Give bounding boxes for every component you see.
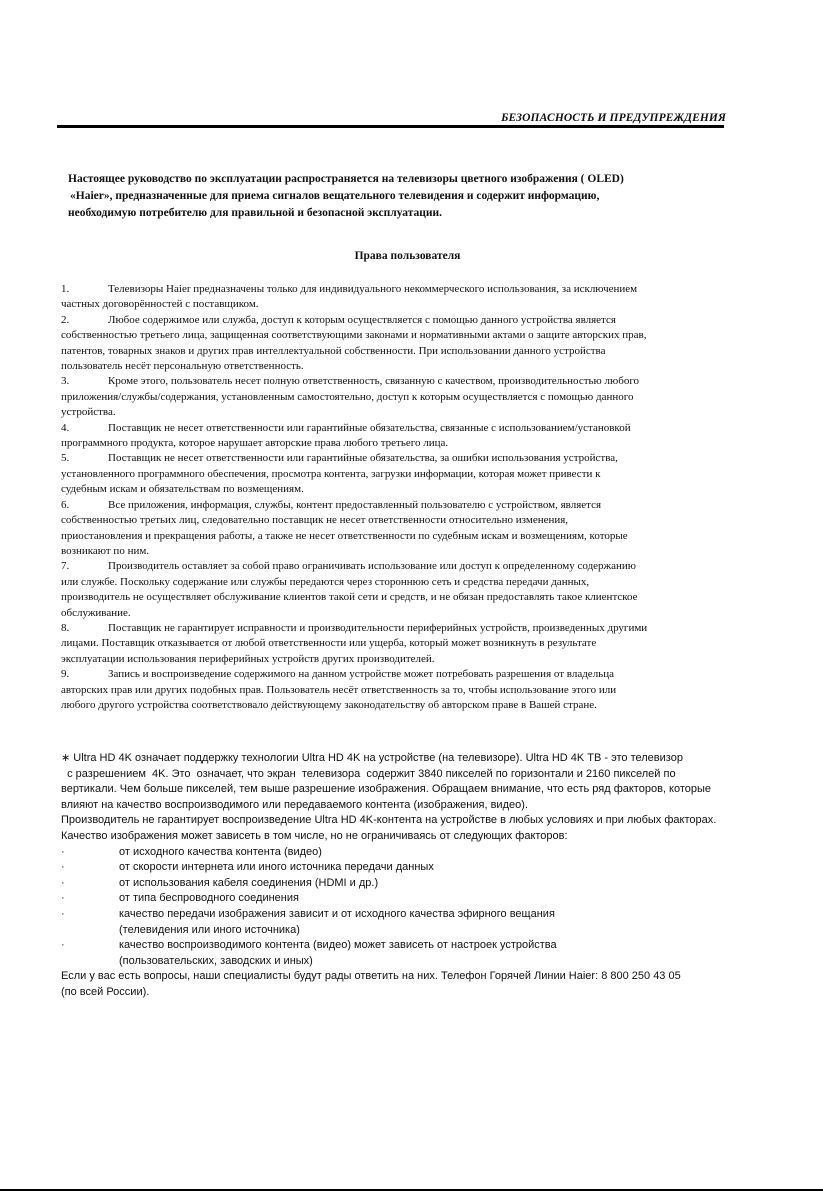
factor-list-text: качество воспроизводимого контента (видео) может зависеть от настроек устройства [119,939,557,952]
factor-list-item [61,907,796,923]
rights-item-number: 9. [61,668,70,681]
rights-list [61,282,761,713]
rights-item-text: авторских прав или других подобных прав. Пользователь несёт ответственность за то, чтобы использование этого или [61,683,617,696]
factor-list-text: (телевидения или иного источника) [119,923,300,936]
footer-divider [0,1189,823,1191]
rights-item-text: лицами. Поставщик отказывается от любой ответственности или ущерба, который может возникнуть в результате [61,637,597,650]
rights-item-line [61,390,761,405]
rights-item-text: Производитель оставляет за собой право ограничивать использование или доступ к определенному содержанию [108,560,637,573]
factor-list-item [61,938,796,954]
rights-item-line [61,282,761,297]
rights-item-line [61,698,761,713]
factor-list-item [61,923,796,939]
bullet-dot: · [61,907,65,920]
rights-item-line [61,667,761,682]
rights-item-text: Кроме этого, пользователь несет полную ответственность, связанную с качеством, производительностью любого [108,375,640,388]
rights-item-number: 6. [61,498,70,511]
intro-line: необходимую потребителю для правильной и безопасной эксплуатации. [68,207,443,219]
notice-line: Производитель не гарантирует воспроизведение Ultra HD 4K-контента на устройстве в любых условиях и при любых факторах. [61,814,717,827]
rights-item-line [61,559,761,574]
rights-item-text: возникают по ним. [61,544,150,557]
rights-item-line [61,590,761,605]
rights-item-number: 2. [61,313,70,326]
rights-item-number: 8. [61,621,70,634]
rights-item-text: эксплуатации использования периферийных устройств других производителей. [61,652,435,665]
factor-list-item [61,860,796,876]
rights-item-line [61,328,761,343]
rights-item-text: Запись и воспроизведение содержимого на данном устройстве может потребовать разрешения от владельца [108,668,614,681]
notice-line: вертикали. Чем больше пикселей, тем выше разрешение изображения. Обращаем внимание, что есть ряд факторов, которые [61,783,712,796]
notice-line: Качество изображения может зависеть в том числе, но не ограничиваясь от следующих факторов: [61,829,568,842]
rights-item-text: обслуживание. [61,606,131,619]
rights-heading-text: Права пользователя [354,250,461,262]
rights-item-text: производитель не осуществляет обслуживание клиентов такой сети и средств, и не обязан предоставлять такое клиентское [61,591,638,604]
factor-list-text: качество передачи изображения зависит и от исходного качества эфирного вещания [119,907,555,920]
rights-item-text: программного продукта, которое нарушает авторские права любого третьего лица. [61,437,449,450]
rights-item-number: 7. [61,560,70,573]
factor-list-text: от исходного качества контента (видео) [119,845,322,858]
rights-item-line [61,683,761,698]
intro-line: Настоящее руководство по эксплуатации распространяется на телевизоры цветного изображения ( OLED) [68,173,624,185]
ultra-hd-notice [61,751,796,1001]
rights-item [61,374,761,420]
factor-list-text: (пользовательских, заводских и иных) [119,954,313,967]
hotline-note: (по всей России). [61,985,150,998]
rights-item-text: патентов, товарных знаков и других прав интеллектуальной собственности. При использовании данного устройства [61,344,606,357]
rights-item-line [61,297,761,312]
section-title: БЕЗОПАСНОСТЬ И ПРЕДУПРЕЖДЕНИЯ [501,112,726,124]
rights-item [61,421,761,452]
rights-item-text: или службе. Поскольку содержание или службы передаются через стороннюю сеть и средства передачи данных, [61,575,590,588]
factor-list-text: от типа беспроводного соединения [119,892,299,905]
rights-item-line [61,436,761,451]
factor-list-text: от использования кабеля соединения (HDMI и др.) [119,876,379,889]
rights-item-number: 5. [61,452,70,465]
rights-item-text: любого другого устройства соответствовало действующему законодательству об авторском праве в Вашей стране. [61,698,597,711]
rights-item-text: установленного программного обеспечения, просмотра контента, загрузки информации, которая может привести к [61,467,601,480]
rights-item-line [61,359,761,374]
factor-list-item [61,891,796,907]
rights-item-line [61,482,761,497]
factor-list-text: от скорости интернета или иного источника передачи данных [119,861,434,874]
bullet-dot: · [61,939,65,952]
notice-line: ∗ Ultra HD 4K означает поддержку технологии Ultra HD 4K на устройстве (на телевизоре). Ultra HD 4K ТВ - это телевизор [61,752,683,764]
rights-item-text: Поставщик не несет ответственности или гарантийные обязательства, за ошибки использования устройства, [108,452,618,465]
rights-item-line [61,467,761,482]
rights-item-text: частных договорённостей с поставщиком. [61,298,259,311]
rights-item-number: 1. [61,283,70,295]
bullet-dot: · [61,861,65,874]
rights-item-line [61,621,761,636]
rights-item-number: 3. [61,375,70,388]
rights-item-text: собственностью третьего лица, защищенная соответствующими законами и нормативными актами о защите авторских прав, [61,329,647,342]
bullet-dot: · [61,892,65,905]
notice-line: влияют на качество воспроизводимого или передаваемого контента (изображения, видео). [61,798,528,811]
rights-item-text: Все приложения, информация, службы, контент предоставленный пользователю с устройством, является [108,498,602,511]
rights-item-text: Любое содержимое или служба, доступ к которым осуществляется с помощью данного устройства является [108,313,616,326]
rights-item-text: приложения/службы/содержания, установленным самостоятельно, доступ к которым осуществляется с помощью данного [61,390,634,403]
rights-item-line [61,652,761,667]
rights-item-line [61,451,761,466]
rights-item [61,559,761,621]
rights-item [61,667,761,713]
rights-item-line [61,544,761,559]
intro-line: «Haier», предназначенные для приема сигналов вещательного телевидения и содержит информацию, [70,190,600,202]
rights-item-line [61,606,761,621]
rights-item-text: устройства. [61,406,116,419]
rights-item [61,498,761,560]
rights-heading [0,250,823,262]
rights-item-text: Поставщик не несет ответственности или гарантийные обязательства, связанные с использованием/установкой [108,421,631,434]
factor-list-item [61,845,796,861]
bullet-dot: · [61,845,65,858]
rights-item-text: судебным искам и обязательствам по возмещениям. [61,483,304,496]
hotline-text: Если у вас есть вопросы, наши специалисты будут рады ответить на них. Телефон Горячей Линии Haier: 8 800 250 43 05 [61,970,681,983]
rights-item-number: 4. [61,421,70,434]
intro-paragraph [68,171,718,222]
rights-item-text: собственностью третьих лиц, следовательно поставщик не несет ответственности относительно изменения, [61,514,569,527]
rights-item-text: Поставщик не гарантирует исправности и производительности периферийных устройств, произведенных другими [108,621,648,634]
rights-item-line [61,636,761,651]
bullet-dot: · [61,876,65,889]
rights-item [61,282,761,313]
rights-item-line [61,513,761,528]
rights-item-line [61,313,761,328]
rights-item-line [61,405,761,420]
rights-item [61,621,761,667]
rights-item-line [61,374,761,389]
rights-item-line [61,421,761,436]
notice-line: с разрешением 4K. Это означает, что экран телевизора содержит 3840 пикселей по горизонтали и 2160 пикселей по [61,767,676,780]
rights-item-text: Телевизоры Haier предназначены только для индивидуального некоммерческого использования, за исключением [108,283,638,295]
rights-item-line [61,344,761,359]
rights-item-text: пользователь несёт персональную ответственность. [61,360,304,373]
rights-item-text: приостановления и прекращения работы, а также не несет ответственности по судебным искам и возмещениям, которые [61,529,628,542]
factor-list-item [61,876,796,892]
rights-item-line [61,529,761,544]
header-divider [57,125,724,128]
rights-item-line [61,498,761,513]
rights-item [61,451,761,497]
rights-item-line [61,575,761,590]
factor-list-item [61,954,796,970]
rights-item [61,313,761,375]
